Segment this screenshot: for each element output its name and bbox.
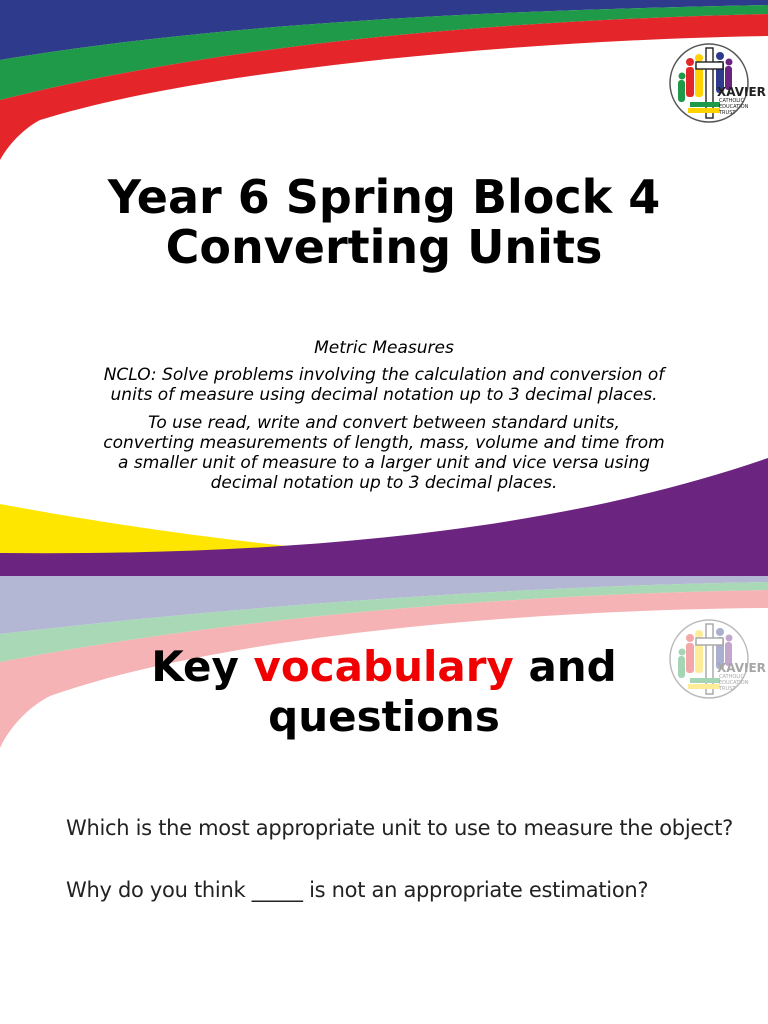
logo-line3: EDUCATION: [719, 104, 749, 110]
objective-line-2: converting measurements of length, mass, volume and time from: [103, 433, 665, 453]
title-line-2: Converting Units: [165, 220, 603, 274]
logo-name: XAVIER: [717, 85, 766, 99]
logo-line2: CATHOLIC: [719, 98, 745, 104]
vocabulary-slide: [0, 576, 768, 1024]
objective-line-3: a smaller unit of measure to a larger unit and vice versa using: [118, 453, 650, 473]
objective-line-1: To use read, write and convert between standard units,: [148, 413, 620, 433]
question-1: Which is the most appropriate unit to use to measure the object?: [66, 816, 734, 840]
nclo-line-1: NCLO: Solve problems involving the calculation and conversion of: [103, 365, 665, 385]
logo-name: XAVIER: [717, 661, 766, 675]
xavier-logo: [668, 42, 764, 124]
subtitle: Metric Measures: [314, 338, 454, 358]
logo-line3: EDUCATION: [719, 680, 749, 686]
logo-emblem-icon: [668, 42, 764, 124]
vocabulary-title: [0, 642, 768, 742]
title-word-vocabulary: vocabulary: [253, 642, 514, 691]
logo-line4: TRUST: [719, 686, 736, 692]
nclo-statement: [30, 365, 738, 405]
nclo-line-2: units of measure using decimal notation up to 3 decimal places.: [110, 385, 658, 405]
slide-title: [0, 172, 768, 272]
vocabulary-title-line-1: [0, 642, 768, 692]
vocabulary-title-line-2: questions: [268, 692, 500, 741]
logo-line4: TRUST: [719, 110, 736, 116]
logo-line2: CATHOLIC: [719, 674, 745, 680]
title-word-key: Key: [151, 642, 239, 691]
question-2: Why do you think _____ is not an appropriate estimation?: [66, 878, 649, 902]
objective-line-4: decimal notation up to 3 decimal places.: [210, 473, 558, 493]
learning-objective: [30, 413, 738, 493]
title-word-and: and: [528, 642, 617, 691]
title-line-1: Year 6 Spring Block 4: [107, 170, 661, 224]
